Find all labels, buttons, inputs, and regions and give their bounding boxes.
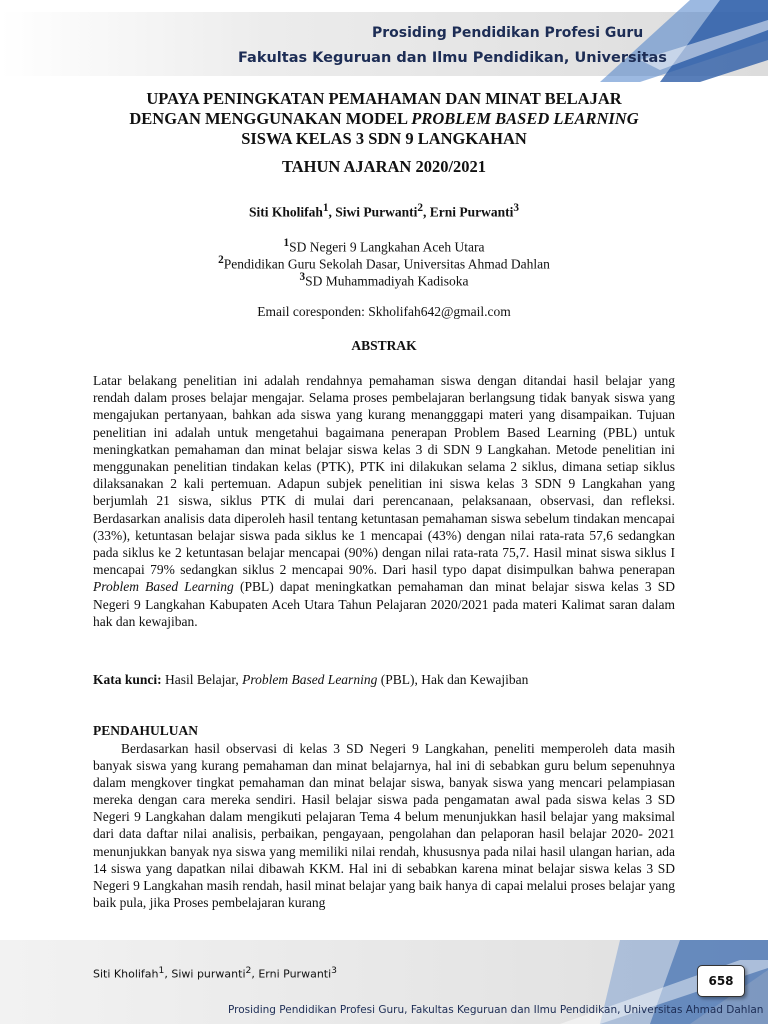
paper-title-line-1: UPAYA PENINGKATAN PEMAHAMAN DAN MINAT BELAJAR — [146, 89, 622, 108]
affiliation-3: $^3$SD Muhammadiyah Kadisoka — [299, 271, 469, 289]
footer-author-list: Siti Kholifah$^1$, Siwi purwanti$^2$, Erni Purwanti$^3$ — [93, 965, 337, 981]
author-list: Siti Kholifah$^1$, Siwi Purwanti$^2$, Erni Purwanti$^3$ — [248, 202, 520, 220]
header-faculty: Fakultas Keguruan dan Ilmu Pendidikan, Universitas — [238, 50, 667, 66]
page-number: 658 — [697, 965, 745, 997]
section-heading-introduction: PENDAHULUAN — [93, 723, 199, 738]
abstract-body: Latar belakang penelitian ini adalah rendahnya pemahaman siswa dengan ditandai hasil belajar yang rendah dalam proses belajar mengajar. Selama proses pembelajaran berlangsung tidak banyak siswa yang mengajukan pertanyaan, bahkan ada siswa yang kurang menangggapi materi yang disampaikan. Tujuan penelitian ini adalah untuk mengetahui bagaimana penerapan Problem Based Learning (PBL) untuk meningkatkan pemahaman dan minat belajar siswa kelas 3 di SDN 9 Langkahan. Metode penelitian ini menggunakan penelitian tindakan kelas (PTK), PTK ini dilakukan selama 2 siklus, dimana setiap siklus dilaksanakan 2 kali pertemuan. Adapun subjek penelitian ini siswa kelas 3 SDN 9 Langkahan yang berjumlah 21 siswa, siklus PTK di mulai dari perencanaan, pelaksanaan, observasi, dan refleksi. Berdasarkan analisis data diperoleh hasil tentang ketuntasan pemahaman siswa sebelum tindakan mencapai (33%), ketuntasan belajar siswa pada siklus ke 1 mencapai (43%) dengan nilai rata-rata 57,6 sedangkan pada siklus ke 2 ketuntasan belajar mencapai (90%) dengan nilai rata-rata 75,7. Hasil minat siswa siklus I mencapai 79% sedangkan siklus 2 mencapai 90%. Dari hasil typo dapat disimpulkan bahwa penerapan Problem Based Learning (PBL) dapat meningkatkan pemahaman dan minat belajar siswa kelas 3 SD Negeri 9 Langkahan Kabupaten Aceh Utara Tahun Pelajaran 2020/2021 pada materi Kalimat saran dalam hak dan kewajiban. — [93, 373, 675, 629]
affiliation-1: $^1$SD Negeri 9 Langkahan Aceh Utara — [283, 237, 485, 255]
keywords: Kata kunci: Hasil Belajar, Problem Based Learning (PBL), Hak dan Kewajiban — [93, 672, 529, 687]
footer-proceedings-line: Prosiding Pendidikan Profesi Guru, Fakultas Keguruan dan Ilmu Pendidikan, Universitas Ahmad Dahlan — [228, 1004, 764, 1016]
affiliation-2: $^2$Pendidikan Guru Sekolah Dasar, Universitas Ahmad Dahlan — [218, 254, 550, 272]
header-band — [0, 0, 768, 82]
introduction-body: Berdasarkan hasil observasi di kelas 3 SD Negeri 9 Langkahan, peneliti memperoleh data masih banyak siswa yang kurang pemahaman dan minat belajarnya, hal ini di sebabkan guru belum sepenuhnya dalam mengkover tingkat pemahaman dan minat belajar siswa, banyak siswa yang mencari pelampiasan mereka dengan cara mereka sendiri. Hasil belajar siswa pada pengamatan awal pada siswa kelas 3 SD Negeri 9 Langkahan dalam mengikuti pelajaran Tema 4 belum menunjukkan hasil belajar yang maksimal dari data daftar nilai analisis, perbaikan, pengayaan, pengolahan dan pelaporan hasil belajar 2020- 2021 menunjukkan banyak nya siswa yang memiliki nilai rendah, khususnya pada nilai hasil ulangan harian, ada 14 siswa yang dapatkan nilai dibawah KKM. Hal ini di sebabkan karena minat belajar siswa kelas 3 SD Negeri 9 Langkahan masih rendah, hasil minat belajar yang baik hanya di capai melalui proses belajar yang baik pula, jika Proses pembelajaran kurang — [93, 741, 675, 910]
header-proceedings-title: Prosiding Pendidikan Profesi Guru — [372, 25, 644, 41]
paper-title-line-2: DENGAN MENGGUNAKAN MODEL PROBLEM BASED LEARNING — [129, 109, 639, 128]
abstract-heading: ABSTRAK — [351, 338, 417, 353]
corresponding-email: Email coresponden: Skholifah642@gmail.com — [257, 304, 511, 319]
paper-title-line-3: SISWA KELAS 3 SDN 9 LANGKAHAN — [241, 129, 527, 148]
paper-title-year: TAHUN AJARAN 2020/2021 — [281, 157, 487, 176]
